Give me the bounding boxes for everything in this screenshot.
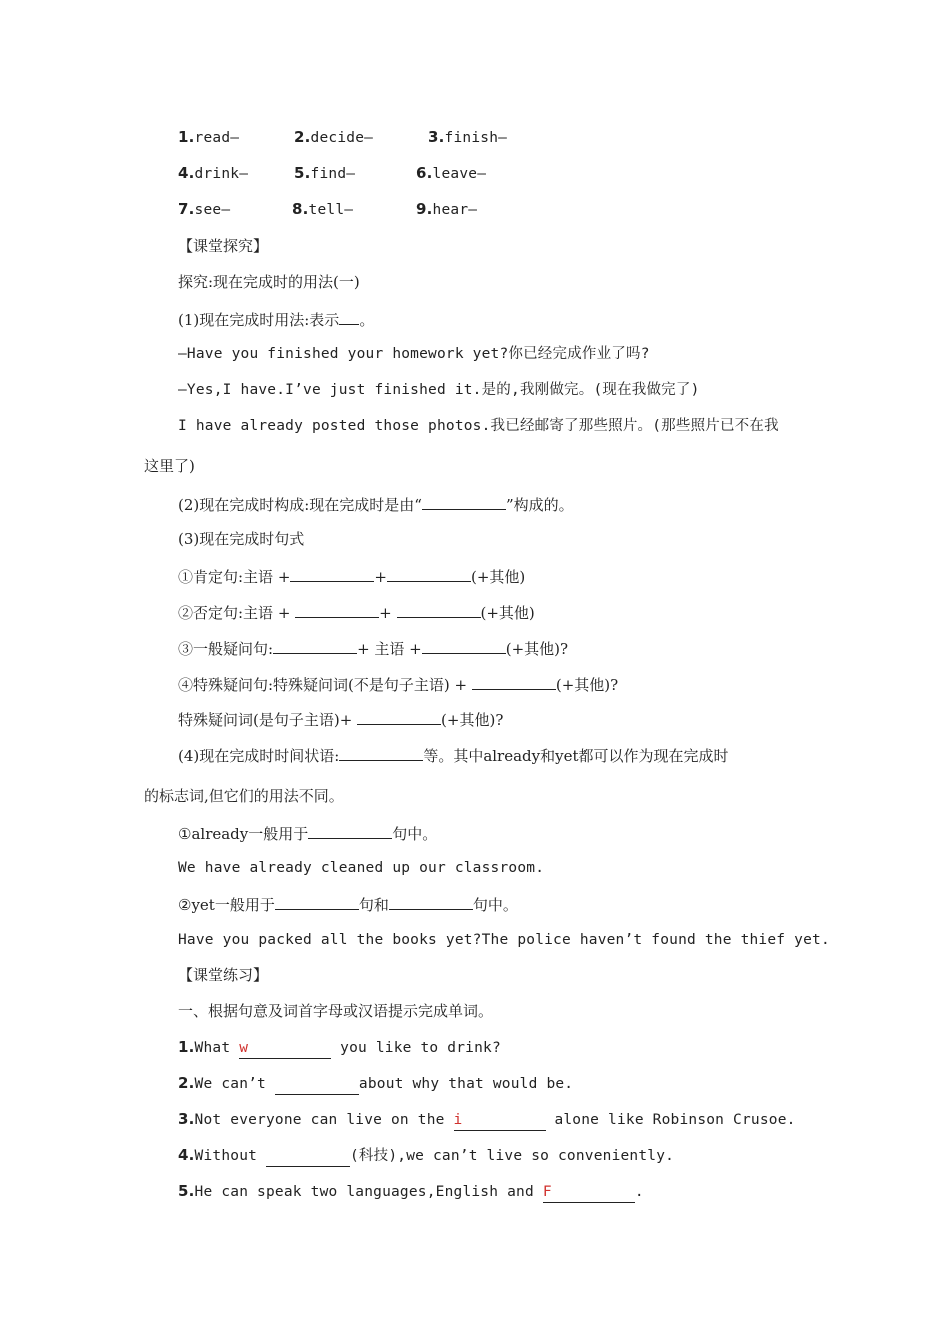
practice-item: 1.What w you like to drink? xyxy=(178,1037,501,1059)
verb-item: 9.hear— xyxy=(416,200,478,218)
example-sentence-3-cont: 这里了) xyxy=(144,457,195,475)
already-example: We have already cleaned up our classroom. xyxy=(178,860,545,876)
verb-item: 7.see— xyxy=(178,200,231,218)
example-question: —Have you finished your homework yet?你已经完成作业了吗? xyxy=(178,346,650,362)
affirmative-line: ①肯定句:主语 + + (+其他) xyxy=(178,565,525,587)
structure-line: (2)现在完成时构成:现在完成时是由“ ”构成的。 xyxy=(178,493,574,515)
general-q-blank-1[interactable] xyxy=(273,637,357,654)
verb-item: 3.finish— xyxy=(428,128,508,146)
verb-item: 2.decide— xyxy=(294,128,374,146)
answer-blank[interactable]: i xyxy=(454,1110,546,1131)
special-question-line: ④特殊疑问句:特殊疑问词(不是句子主语) + (+其他)? xyxy=(178,673,618,695)
section-heading-practice: 【课堂练习】 xyxy=(178,966,269,984)
verb-item: 1.read— xyxy=(178,128,240,146)
example-sentence-3: I have already posted those photos.我已经邮寄了那些照片。(那些照片已不在我 xyxy=(178,418,779,434)
yet-blank-2[interactable] xyxy=(389,893,473,910)
sentence-types-title: (3)现在完成时句式 xyxy=(178,530,305,548)
answer-blank[interactable]: w xyxy=(239,1038,331,1059)
negative-blank-2[interactable] xyxy=(397,601,481,618)
verb-item: 4.drink— xyxy=(178,164,249,182)
practice-item: 2.We can’t about why that would be. xyxy=(178,1073,573,1095)
negative-blank-1[interactable] xyxy=(295,601,379,618)
verb-item: 5.find— xyxy=(294,164,356,182)
verb-item: 6.leave— xyxy=(416,164,487,182)
special-question-subject-line: 特殊疑问词(是句子主语)+ (+其他)? xyxy=(178,708,503,730)
general-q-blank-2[interactable] xyxy=(422,637,506,654)
yet-blank-1[interactable] xyxy=(275,893,359,910)
structure-blank[interactable] xyxy=(422,493,506,510)
special-q2-blank[interactable] xyxy=(357,708,441,725)
yet-example: Have you packed all the books yet?The police haven’t found the thief yet. xyxy=(178,932,830,948)
answer-blank[interactable] xyxy=(275,1074,359,1095)
special-q-blank[interactable] xyxy=(472,673,556,690)
practice-item: 4.Without (科技),we can’t live so conveniently. xyxy=(178,1145,674,1167)
usage-line: (1)现在完成时用法:表示 。 xyxy=(178,308,374,330)
time-adverbial-line: (4)现在完成时时间状语: 等。其中already和yet都可以作为现在完成时 xyxy=(178,744,729,766)
practice-item: 5.He can speak two languages,English and F . xyxy=(178,1181,644,1203)
example-answer: —Yes,I have.I’ve just finished it.是的,我刚做完。(现在我做完了) xyxy=(178,382,700,398)
yet-usage-line: ②yet一般用于 句和 句中。 xyxy=(178,893,518,915)
time-adv-blank[interactable] xyxy=(339,744,423,761)
already-blank[interactable] xyxy=(308,822,392,839)
answer-blank[interactable]: F xyxy=(543,1182,635,1203)
affirm-blank-2[interactable] xyxy=(387,565,471,582)
practice-item: 3.Not everyone can live on the i alone like Robinson Crusoe. xyxy=(178,1109,796,1131)
practice-instruction: 一、根据句意及词首字母或汉语提示完成单词。 xyxy=(178,1002,494,1020)
affirm-blank-1[interactable] xyxy=(290,565,374,582)
usage-blank[interactable] xyxy=(339,308,359,325)
section-heading-explore: 【课堂探究】 xyxy=(178,237,269,255)
general-question-line: ③一般疑问句: + 主语 + (+其他)? xyxy=(178,637,568,659)
explore-subtitle: 探究:现在完成时的用法(一) xyxy=(178,273,360,291)
time-adverbial-cont: 的标志词,但它们的用法不同。 xyxy=(144,787,344,805)
negative-line: ②否定句:主语 + + (+其他) xyxy=(178,601,535,623)
verb-item: 8.tell— xyxy=(292,200,354,218)
answer-blank[interactable] xyxy=(266,1146,350,1167)
already-usage-line: ①already一般用于 句中。 xyxy=(178,822,437,844)
